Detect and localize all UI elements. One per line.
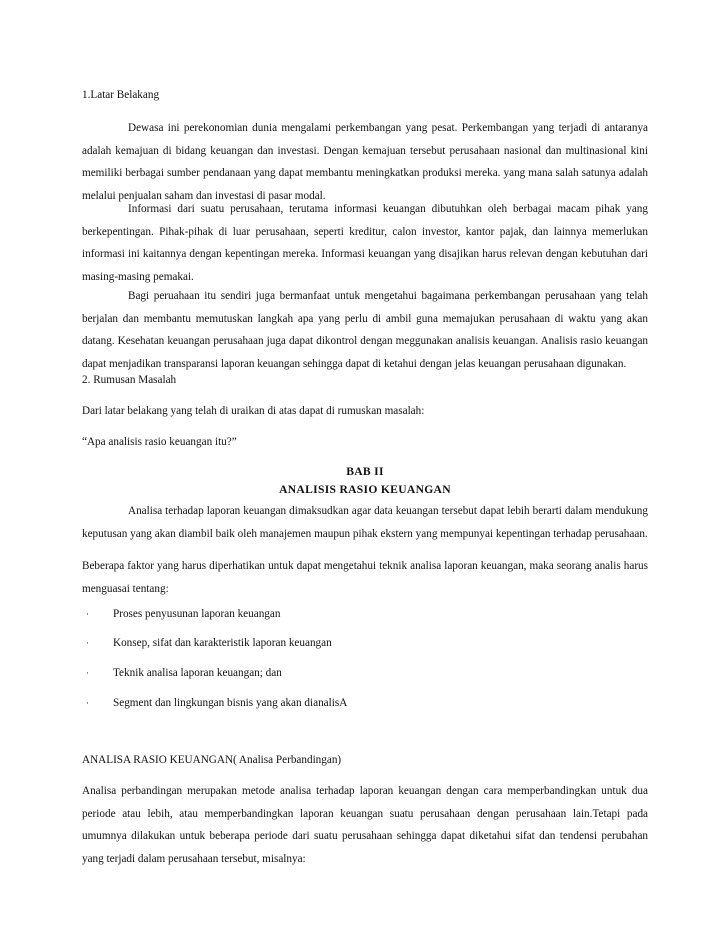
bab-subtitle: ANALISIS RASIO KEUANGAN (279, 483, 451, 496)
latar-paragraph-1: Dewasa ini perekonomian dunia mengalami perkembangan yang pesat. Perkembangan yang terjadi di antaranya adalah kemajuan di bidang keuangan dan investasi. Dengan kemajuan tersebut perusahaan nasional dan multinasional kini memiliki berbagai sumber pendanaan yang dapat membantu meningkatkan produksi mereka. yang mana salah satunya adalah melalui penjualan saham dan investasi di pasar modal. (82, 122, 648, 202)
bullet-marker: · (86, 698, 89, 708)
rumusan-paragraph: Dari latar belakang yang telah di uraikan di atas dapat di rumuskan masalah: (82, 405, 425, 417)
bullet-marker: · (86, 638, 89, 648)
bab-paragraph-1: Analisa terhadap laporan keuangan dimaksudkan agar data keuangan tersebut dapat lebih berarti dalam mendukung keputusan yang akan diambil baik oleh manajemen maupun pihak ekstern yang mempunyai kepentingan terhadap perusahaan. (82, 505, 648, 540)
latar-paragraph-2: Informasi dari suatu perusahaan, terutama informasi keuangan dibutuhkan oleh berbagai macam pihak yang berkepentingan. Pihak-pihak di luar perusahaan, seperti kreditur, calon investor, kantor pajak, dan lainnya memerlukan informasi ini kaitannya dengan kepentingan mereka. Informasi keuangan yang disajikan harus relevan dengan kebutuhan dari masing-masing pemakai. (82, 203, 648, 283)
bullet-marker: · (86, 668, 89, 678)
bab-title: BAB II (346, 465, 384, 478)
bab-paragraph-2: Beberapa faktor yang harus diperhatikan untuk dapat mengetahui teknik analisa laporan keuangan, maka seorang analis harus menguasai tentang: (82, 560, 648, 595)
analisa-heading: ANALISA RASIO KEUANGAN( Analisa Perbandingan) (82, 754, 342, 766)
latar-paragraph-3: Bagi peruahaan itu sendiri juga bermanfaat untuk mengetahui bagaimana perkembangan perusahaan yang telah berjalan dan membantu memutuskan langkah apa yang perlu di ambil guna memajukan perusahaan di waktu yang akan datang. Kesehatan keuangan perusahaan juga dapat dikontrol dengan meggunakan analisis keuangan. Analisis rasio keuangan dapat menjadikan transparansi laporan keuangan sehingga dapat di ketahui dengan jelas keuangan perusahaan digunakan. (82, 290, 648, 370)
rumusan-question: “Apa analisis rasio keuangan itu?” (82, 436, 237, 448)
list-item: · Konsep, sifat dan karakteristik laporan keuangan (82, 632, 648, 654)
bullet-marker: · (86, 609, 89, 619)
analisa-paragraph: Analisa perbandingan merupakan metode analisa terhadap laporan keuangan dengan cara memperbandingkan untuk dua periode atau lebih, atau memperbandingkan laporan keuangan suatu perusahaan dengan perusahaan lain.Tetapi pada umumnya dilakukan untuk beberapa periode dari suatu perusahaan sehingga dapat diketahui sifat dan tendensi perubahan yang terjadi dalam perusahaan tersebut, misalnya: (82, 785, 648, 865)
list-item: · Teknik analisa laporan keuangan; dan (82, 662, 648, 684)
rumusan-heading: 2. Rumusan Masalah (82, 374, 177, 386)
list-item: · Proses penyusunan laporan keuangan (82, 603, 648, 625)
latar-heading: 1.Latar Belakang (82, 89, 160, 101)
list-item: · Segment dan lingkungan bisnis yang akan dianalisA (82, 692, 648, 714)
